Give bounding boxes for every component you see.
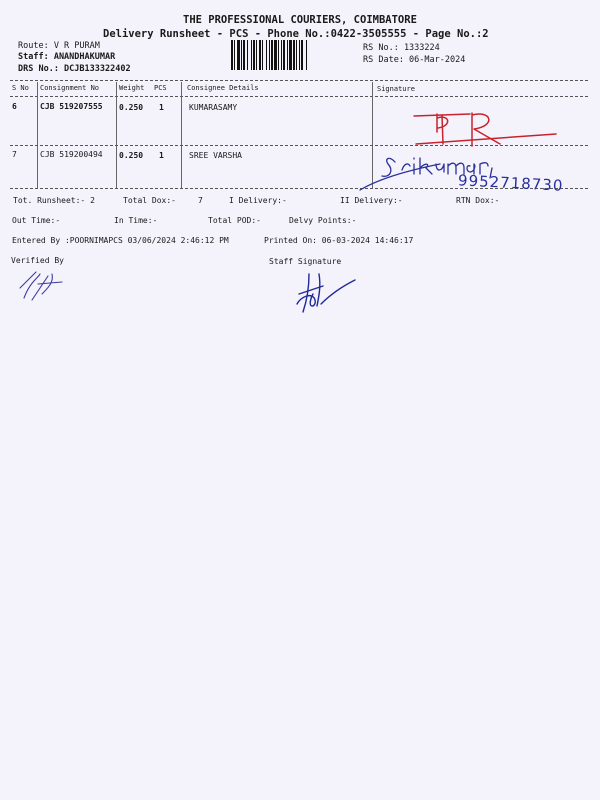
col-header-signature: Signature	[377, 85, 415, 93]
col-header-consignment: Consignment No	[40, 84, 100, 92]
runsheet-subtitle: Delivery Runsheet - PCS - Phone No.:0422-3505555 - Page No.:2	[103, 28, 489, 40]
row-consignment: CJB 519207555	[40, 102, 103, 111]
total-pod: Total POD:-	[208, 216, 261, 225]
route-label: Route: V R PURAM	[18, 41, 100, 51]
col-header-pcs: PCS	[154, 84, 167, 92]
verified-signature	[18, 268, 68, 304]
row-pcs: 1	[159, 151, 164, 160]
col-header-weight: Weight	[119, 84, 145, 92]
barcode-bar	[307, 40, 308, 70]
staff-signature	[293, 266, 359, 316]
tot-runsheet: Tot. Runsheet:- 2	[13, 196, 95, 205]
rs-date: RS Date: 06-Mar-2024	[363, 55, 466, 65]
entered-by: Entered By :POORNIMAPCS 03/06/2024 2:46:12 PM	[12, 236, 229, 245]
receiver-phone: 9952718730	[457, 171, 564, 195]
verified-by-label: Verified By	[11, 256, 64, 265]
rtn-dox: RTN Dox:-	[456, 196, 500, 205]
col-divider	[37, 82, 38, 188]
total-dox-label: Total Dox:-	[123, 196, 176, 205]
in-time: In Time:-	[114, 216, 158, 225]
row-consignee: SREE VARSHA	[189, 151, 242, 160]
row-consignee: KUMARASAMY	[189, 103, 238, 112]
col-divider	[181, 82, 182, 188]
table-header-rule	[10, 96, 588, 97]
ii-delivery: II Delivery:-	[340, 196, 403, 205]
drs-number: DRS No.: DCJB133322402	[18, 64, 131, 74]
col-header-sno: S No	[12, 84, 29, 92]
row-sno: 6	[12, 102, 17, 111]
row-sno: 7	[12, 150, 17, 159]
out-time: Out Time:-	[12, 216, 61, 225]
col-divider	[116, 82, 117, 188]
row-consignment: CJB 519200494	[40, 150, 103, 159]
col-header-consignee: Consignee Details	[187, 84, 259, 92]
total-dox-value: 7	[198, 196, 203, 205]
row-weight: 0.250	[119, 151, 144, 160]
rs-number: RS No.: 1333224	[363, 43, 440, 53]
staff-label: Staff: ANANDHAKUMAR	[18, 52, 116, 62]
row-weight: 0.250	[119, 103, 144, 112]
barcode	[231, 40, 353, 70]
i-delivery: I Delivery:-	[229, 196, 287, 205]
table-top-rule	[10, 80, 588, 81]
ptr-stamp	[410, 104, 560, 154]
company-title: THE PROFESSIONAL COURIERS, COIMBATORE	[183, 14, 417, 26]
staff-signature-label: Staff Signature	[269, 257, 342, 266]
printed-on: Printed On: 06-03-2024 14:46:17	[264, 236, 414, 245]
delvy-points: Delvy Points:-	[289, 216, 357, 225]
row-pcs: 1	[159, 103, 164, 112]
